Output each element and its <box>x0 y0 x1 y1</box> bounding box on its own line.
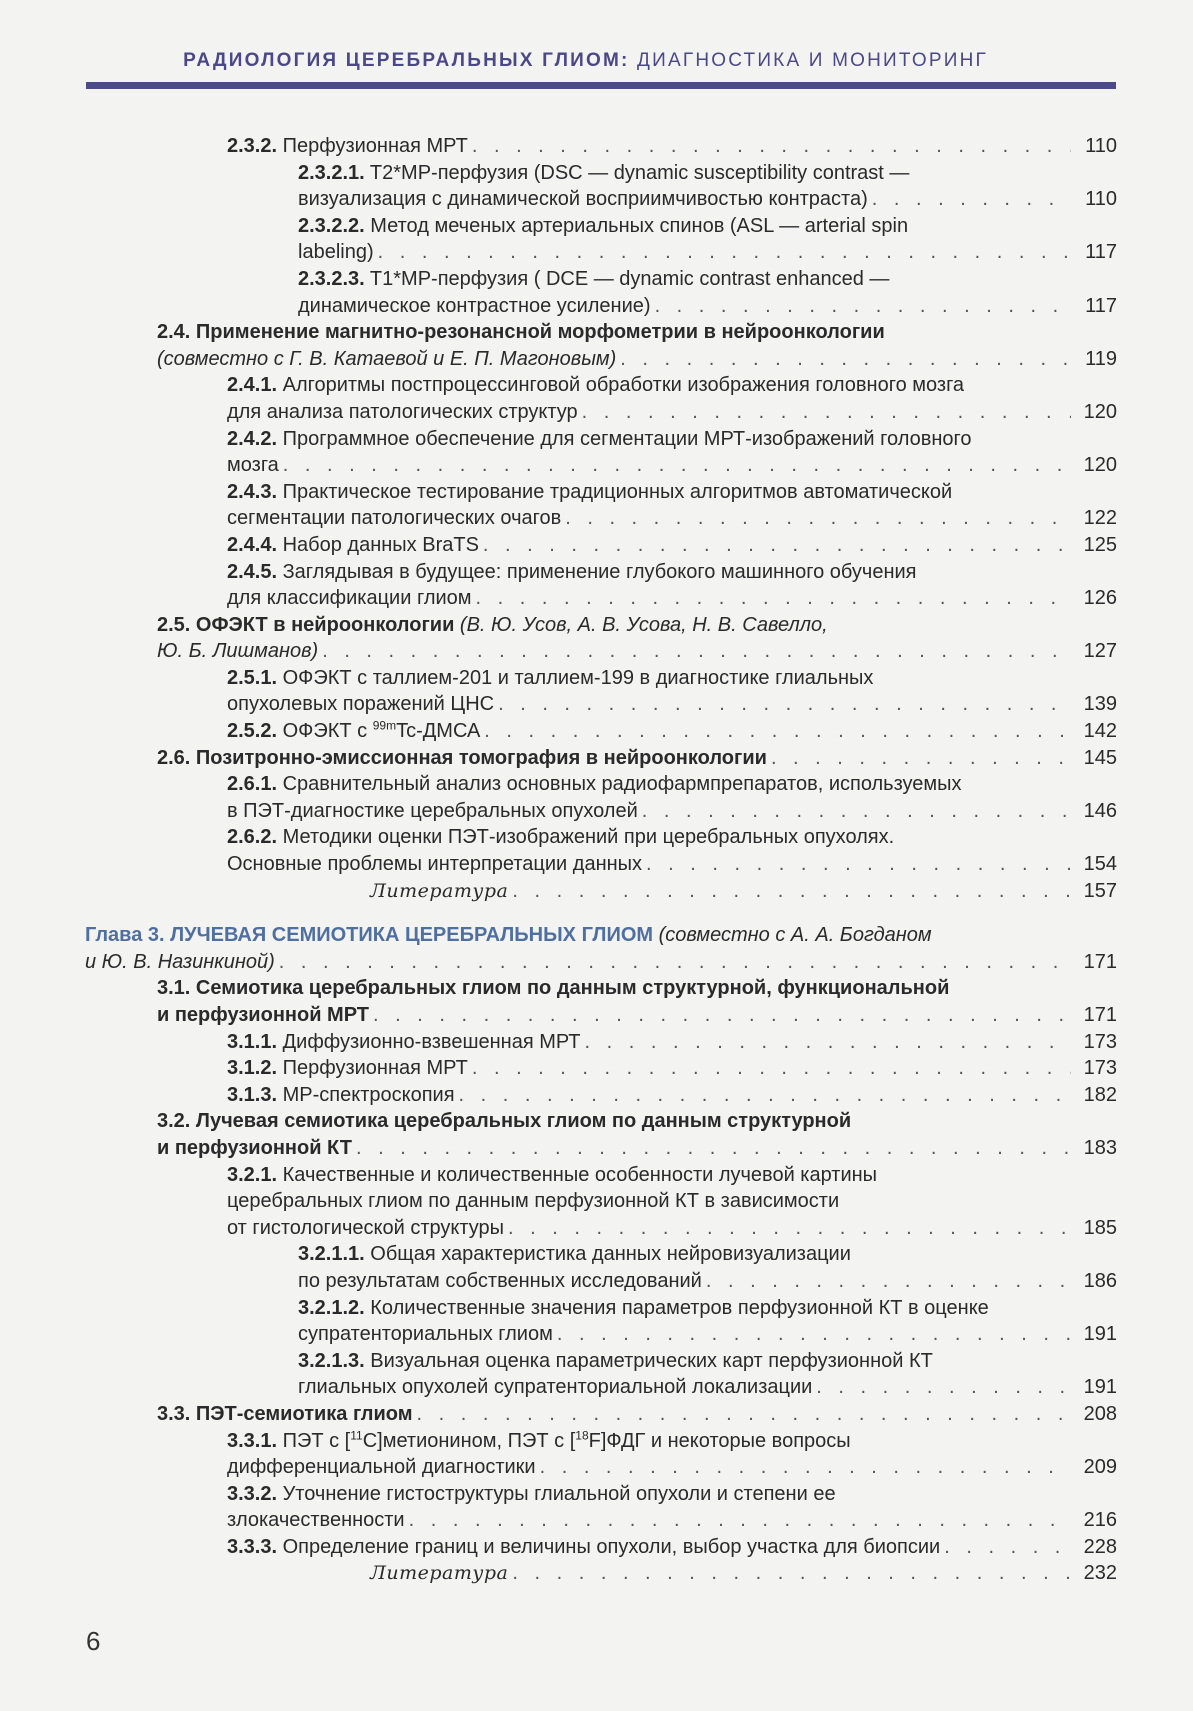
toc-entry[interactable]: 2.4.3. Практическое тестирование традиционных алгоритмов автоматической сегментации патологических очагов . . . 122 <box>227 479 1117 532</box>
toc-entry[interactable]: 2.3.2.2. Метод меченых артериальных спинов (ASL — arterial spin labeling) . . . 117 <box>298 213 1117 266</box>
toc-entry[interactable]: 2.5.2. ОФЭКТ с $^{99m}$Tc-ДМСА . . . 142 <box>227 718 1117 745</box>
toc-entry[interactable]: 2.3.2.1. T2*МР-перфузия (DSC — dynamic susceptibility contrast — визуализация с динамической восприимчивостью контраста) . . . 110 <box>298 160 1117 213</box>
header-rule <box>86 82 1116 89</box>
toc-references[interactable]: Литература . . . 232 <box>370 1560 1117 1587</box>
toc-section[interactable]: 2.5. ОФЭКТ в нейроонкологии (В. Ю. Усов, А. В. Усова, Н. В. Савелло, Ю. Б. Лишманов) . . . 127 <box>157 612 1117 665</box>
toc-entry[interactable]: 2.4.1. Алгоритмы постпроцессинговой обработки изображения головного мозга для анализа патологических структур . . . 120 <box>227 372 1117 425</box>
entry-number: 2.3.2.1. <box>298 161 365 184</box>
toc-entry[interactable]: 3.2.1. Качественные и количественные особенности лучевой картины церебральных глиом по данным перфузионной КТ в зависимости от гистологической структуры . . . 185 <box>227 1162 1117 1242</box>
toc-chapter[interactable]: Глава 3. ЛУЧЕВАЯ СЕМИОТИКА ЦЕРЕБРАЛЬНЫХ ГЛИОМ (совместно с А. А. Богданом и Ю. В. Назинкиной) . . . 171 <box>85 922 1117 975</box>
toc-section[interactable]: 3.2. Лучевая семиотика церебральных глиом по данным структурной и перфузионной КТ . . . 183 <box>157 1108 1117 1161</box>
toc-section[interactable]: 2.4. Применение магнитно-резонансной морфометрии в нейроонкологии (совместно с Г. В. Катаевой и Е. П. Магоновым) . . . 119 <box>157 319 1117 372</box>
toc-entry[interactable]: 3.2.1.1. Общая характеристика данных нейровизуализации по результатам собственных исследований . . . 186 <box>298 1241 1117 1294</box>
toc-entry[interactable]: 2.3.2.3. T1*МР-перфузия ( DCE — dynamic contrast enhanced — динамическое контрастное усиление) . . . 117 <box>298 266 1117 319</box>
toc-entry[interactable]: 3.2.1.3. Визуальная оценка параметрических карт перфузионной КТ глиальных опухолей супратенториальной локализации . . . 191 <box>298 1348 1117 1401</box>
toc-entry[interactable]: 3.3.1. ПЭТ с [$^{11}$C]метионином, ПЭТ с [$^{18}$F]ФДГ и некоторые вопросы дифференциальной диагностики . . . 209 <box>227 1428 1117 1481</box>
toc-section[interactable]: 3.3. ПЭТ-семиотика глиом . . . 208 <box>157 1401 1117 1428</box>
toc-entry[interactable]: 3.1.1. Диффузионно-взвешенная МРТ . . . 173 <box>227 1029 1117 1056</box>
toc-entry[interactable]: 2.3.2. Перфузионная МРТ . . . 110 <box>227 133 1117 160</box>
entry-text: T2*МР-перфузия (DSC — dynamic susceptibility contrast — <box>364 161 910 184</box>
running-header <box>86 50 1116 89</box>
toc-entry[interactable]: 2.4.4. Набор данных BraTS . . . 125 <box>227 532 1117 559</box>
toc-entry[interactable]: 3.3.3. Определение границ и величины опухоли, выбор участка для биопсии . . . 228 <box>227 1534 1117 1561</box>
toc-entry[interactable]: 2.6.1. Сравнительный анализ основных радиофармпрепаратов, используемых в ПЭТ-диагностике церебральных опухолей . . . 146 <box>227 771 1117 824</box>
toc-entry[interactable]: 3.1.2. Перфузионная МРТ . . . 173 <box>227 1055 1117 1082</box>
toc-section[interactable]: 3.1. Семиотика церебральных глиом по данным структурной, функциональной и перфузионной МРТ . . . 171 <box>157 975 1117 1028</box>
toc-entry[interactable]: 2.5.1. ОФЭКТ с таллием-201 и таллием-199 в диагностике глиальных опухолевых поражений ЦНС . . . 139 <box>227 665 1117 718</box>
toc-entry[interactable]: 2.4.5. Заглядывая в будущее: применение глубокого машинного обучения для классификации глиом . . . 126 <box>227 559 1117 612</box>
table-of-contents <box>0 133 1193 1587</box>
toc-section[interactable]: 2.6. Позитронно-эмиссионная томография в нейроонкологии . . . 145 <box>157 745 1117 772</box>
toc-entry[interactable]: 3.1.3. МР-спектроскопия . . . 182 <box>227 1082 1117 1109</box>
page-number: 6 <box>86 1626 101 1656</box>
running-header-title: РАДИОЛОГИЯ ЦЕРЕБРАЛЬНЫХ ГЛИОМ: ДИАГНОСТИКА И МОНИТОРИНГ <box>183 50 988 71</box>
toc-entry[interactable]: 2.4.2. Программное обеспечение для сегментации МРТ-изображений головного мозга . . . 120 <box>227 426 1117 479</box>
toc-entry[interactable]: 3.2.1.2. Количественные значения параметров перфузионной КТ в оценке супратенториальных глиом . . . 191 <box>298 1295 1117 1348</box>
toc-entry[interactable]: 3.3.2. Уточнение гистоструктуры глиальной опухоли и степени ее злокачественности . . . 216 <box>227 1481 1117 1534</box>
toc-entry[interactable]: 2.6.2. Методики оценки ПЭТ-изображений при церебральных опухолях. Основные проблемы интерпретации данных . . . 154 <box>227 824 1117 877</box>
toc-references[interactable]: Литература . . . 157 <box>370 878 1117 905</box>
